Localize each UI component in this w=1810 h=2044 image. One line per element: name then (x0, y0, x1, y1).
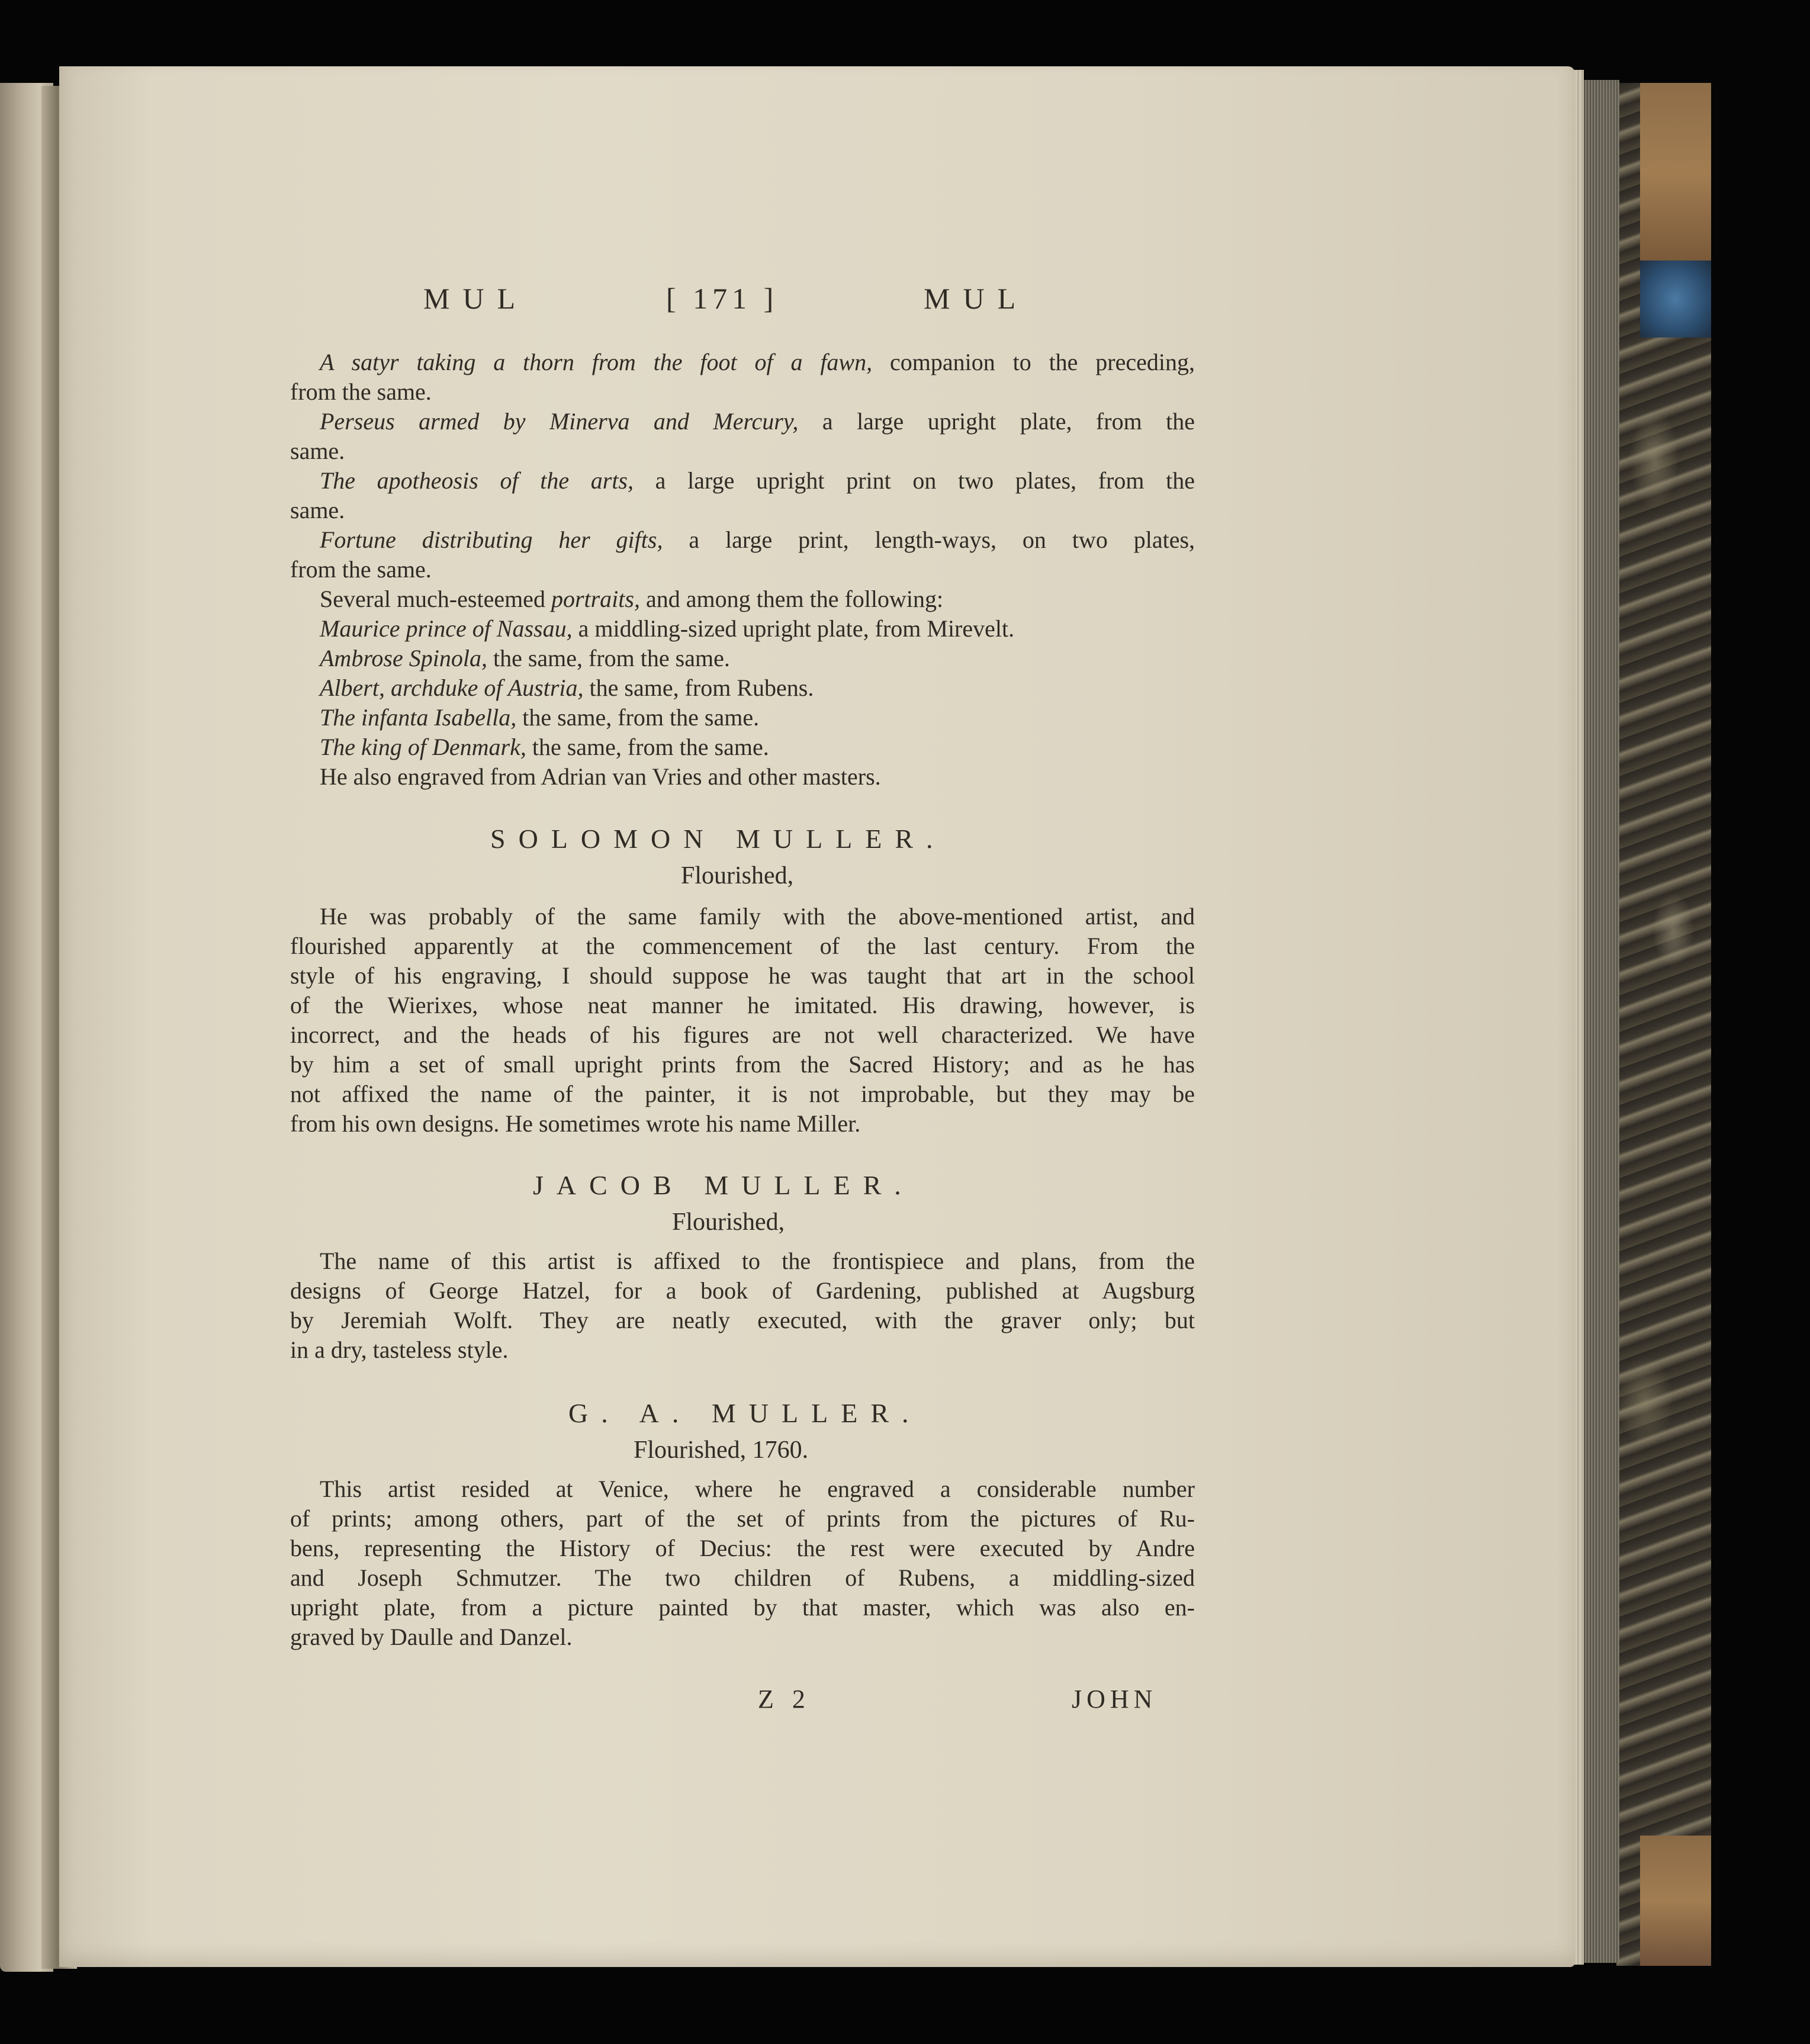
jacob-line-3: by Jeremiah Wolft. They are neatly executed, with the graver only; but (290, 1307, 1195, 1333)
section-subheading-solomon-muller: Flourished, (681, 862, 794, 889)
running-head-left: MUL (423, 282, 529, 315)
jacob-line-1: The name of this artist is affixed to the frontispiece and plans, from the (320, 1248, 1195, 1274)
leather-corner-top (1640, 83, 1711, 261)
solomon-line-7: not affixed the name of the painter, it is not improbable, but they may be (290, 1081, 1195, 1107)
solomon-line-4: of the Wierixes, whose neat manner he imitated. His drawing, however, is (290, 992, 1195, 1018)
portrait-line-1: Maurice prince of Nassau, a middling-sized upright plate, from Mirevelt. (320, 615, 1015, 642)
entry-line-4: same. (290, 438, 345, 464)
solomon-line-1: He was probably of the same family with the above-mentioned artist, and (320, 903, 1195, 930)
ga-line-2: of prints; among others, part of the set of prints from the pictures of Ru- (290, 1505, 1195, 1532)
portrait-line-5: The king of Denmark, the same, from the same. (320, 734, 769, 760)
leather-corner-bottom (1640, 1836, 1711, 1966)
section-subheading-jacob-muller: Flourished, (672, 1209, 785, 1236)
ga-line-4: and Joseph Schmutzer. The two children of Rubens, a middling-sized (290, 1564, 1195, 1591)
ga-line-1: This artist resided at Venice, where he engraved a considerable number (320, 1476, 1195, 1502)
closing-line: He also engraved from Adrian van Vries and other masters. (320, 763, 881, 790)
section-heading-solomon-muller: SOLOMON MULLER. (490, 824, 946, 854)
jacob-line-2: designs of George Hatzel, for a book of Gardening, published at Augsburg (290, 1277, 1195, 1304)
running-head-right: MUL (924, 282, 1029, 315)
solomon-line-2: flourished apparently at the commencement of the last century. From the (290, 933, 1195, 959)
entry-line-6: same. (290, 497, 345, 523)
section-heading-ga-muller: G. A. MULLER. (568, 1398, 922, 1428)
entry-line-5: The apotheosis of the arts, a large upright print on two plates, from the (320, 467, 1195, 494)
portraits-intro: Several much-esteemed portraits, and among them the following: (320, 586, 944, 612)
entry-line-3: Perseus armed by Minerva and Mercury, a large upright plate, from the (320, 408, 1195, 435)
ga-line-3: bens, representing the History of Decius: the rest were executed by Andre (290, 1535, 1195, 1561)
solomon-line-6: by him a set of small upright prints from the Sacred History; and as he has (290, 1051, 1195, 1078)
section-heading-jacob-muller: JACOB MULLER. (533, 1170, 914, 1200)
signature-mark: Z 2 (758, 1685, 811, 1714)
portrait-line-4: The infanta Isabella, the same, from the same. (320, 704, 760, 731)
marbled-cover-blue-patch (1640, 261, 1711, 338)
marbled-cover (1616, 83, 1711, 1966)
page-number: [ 171 ] (666, 282, 779, 315)
text-block-edge (1578, 80, 1619, 1963)
portrait-line-3: Albert, archduke of Austria, the same, from Rubens. (320, 674, 814, 701)
solomon-line-8: from his own designs. He sometimes wrote his name Miller. (290, 1110, 861, 1137)
entry-line-7: Fortune distributing her gifts, a large print, length-ways, on two plates, (320, 526, 1195, 553)
section-subheading-ga-muller: Flourished, 1760. (634, 1436, 809, 1464)
solomon-line-5: incorrect, and the heads of his figures are not well characterized. We have (290, 1021, 1195, 1048)
solomon-line-3: style of his engraving, I should suppose he was taught that art in the school (290, 962, 1195, 989)
portrait-line-2: Ambrose Spinola, the same, from the same. (320, 645, 730, 671)
catchword: JOHN (1072, 1685, 1158, 1714)
entry-line-2: from the same. (290, 378, 432, 405)
ga-line-6: graved by Daulle and Danzel. (290, 1624, 573, 1650)
jacob-line-4: in a dry, tasteless style. (290, 1336, 509, 1363)
entry-line-8: from the same. (290, 556, 432, 583)
ga-line-5: upright plate, from a picture painted by that master, which was also en- (290, 1594, 1195, 1621)
entry-line-1: A satyr taking a thorn from the foot of a fawn, companion to the preceding, (320, 349, 1195, 375)
